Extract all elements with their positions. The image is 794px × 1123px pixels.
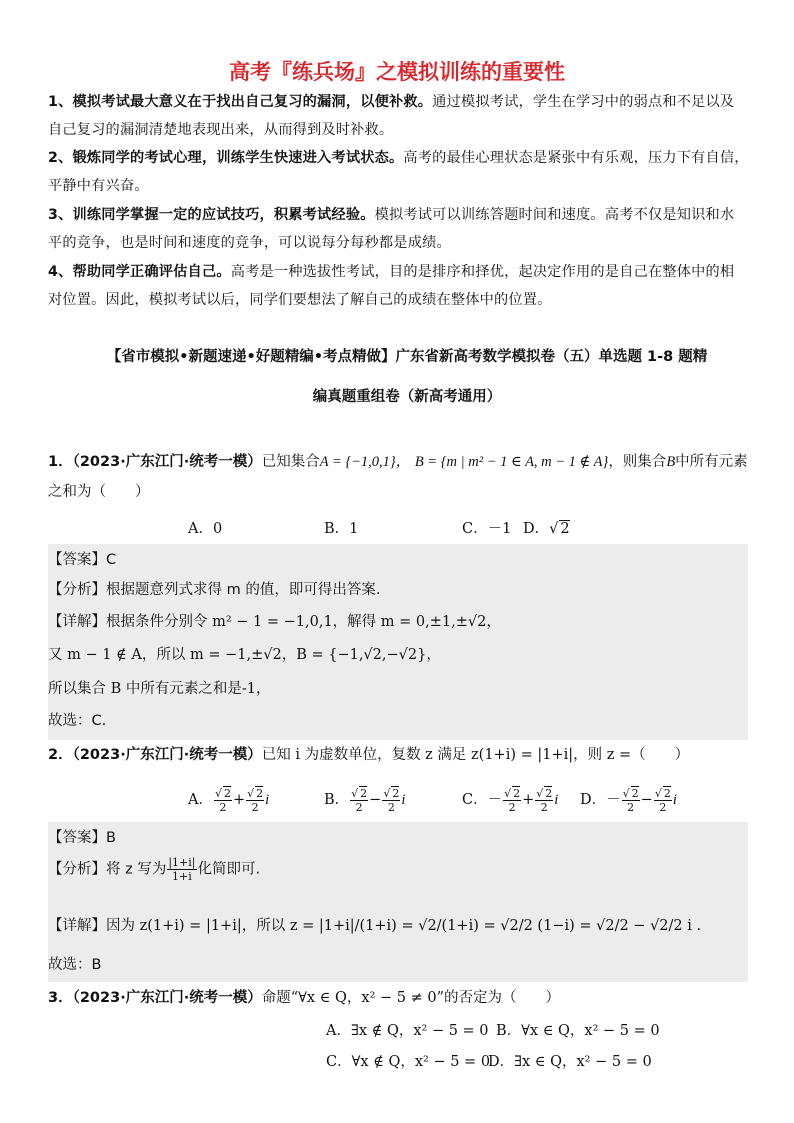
intro-point-4-text: 高考是一种选拔性考试，目的是排序和择优，起决定作用的是自己在整体中的相	[230, 264, 735, 280]
question-1-detail-line-3: 所以集合 B 中所有元素之和是-1，	[48, 681, 271, 697]
intro-point-1-bold: 1、模拟考试最大意义在于找出自己复习的漏洞，以便补救。	[48, 94, 433, 110]
intro-point-2-text-cont: 平静中有兴奋。	[48, 178, 149, 194]
intro-point-2	[48, 144, 753, 200]
question-1-detail-line-2: 又 m − 1 ∉ A，所以 m = −1,±√2，B = {−1,√2,−√2}，	[48, 647, 441, 663]
question-2-option-c-frac-1: $\frac{√ 2}{2}$	[504, 787, 521, 814]
intro-point-3-text-cont: 平的竞争，也是时间和速度的竞争，可以说每分每秒都是成绩。	[48, 235, 451, 251]
question-2-option-c-radicand-1: 2	[513, 787, 521, 800]
question-2-option-c-den-2: 2	[540, 801, 548, 814]
question-2-detail	[48, 914, 701, 935]
question-1-option-a: A．0	[188, 521, 223, 537]
question-2-option-d-den-1: 2	[627, 801, 635, 814]
question-1-analysis-label: 【分析】	[48, 582, 106, 598]
question-3-option-c: C．∀x ∉ Q，x² − 5 = 0	[326, 1054, 491, 1070]
question-2-option-a-radicand-2: 2	[256, 787, 264, 800]
question-2-option-b-frac-2: $\frac{√ 2}{2}$	[383, 787, 400, 814]
question-3-source: （2023·广东江门·统考一模）	[72, 990, 262, 1006]
intro-point-2-text: 高考的最佳心理状态是紧张中有乐观，压力下有自信，	[403, 150, 749, 166]
intro-point-4	[48, 258, 753, 314]
question-2-options	[0, 780, 794, 816]
section-heading-line-1: 【省市模拟•新题速递•好题精编•考点精做】广东省新高考数学模拟卷（五）单选题 1-8 题精	[106, 349, 708, 365]
question-2-option-a-den-2: 2	[251, 801, 259, 814]
question-3-option-a: A．∃x ∉ Q，x² − 5 = 0	[326, 1023, 489, 1039]
question-2-number: 2．	[48, 747, 73, 763]
question-2-option-a-label: A．	[188, 792, 213, 808]
question-2-analysis-text-b: 化简即可.	[197, 861, 261, 878]
question-2-option-c	[462, 786, 558, 814]
question-1-stem-text-b: ，则集合	[608, 454, 667, 470]
question-2-option-d-frac-1: $\frac{√ 2}{2}$	[622, 787, 639, 814]
question-3-stem-text: 命题“∀x ∈ Q，x² − 5 ≠ 0”的否定为（ ）	[261, 990, 560, 1006]
question-2-option-d-radicand-1: 2	[631, 787, 639, 800]
question-2-option-c-sign: +	[522, 792, 535, 808]
question-1-option-d: D．√ 2	[523, 521, 570, 537]
page-title: 高考『练兵场』之模拟训练的重要性	[229, 60, 565, 84]
question-2-analysis-den: 1+i	[172, 870, 192, 883]
question-2-option-b-radicand-1: 2	[360, 787, 368, 800]
question-2-option-a-sign: +	[233, 792, 246, 808]
question-2-stem	[48, 740, 753, 770]
question-1-analysis-text: 根据题意列式求得 m 的值，即可得出答案.	[106, 582, 381, 598]
question-2-answer: 【答案】B	[48, 830, 116, 846]
question-2-option-a-frac-2: $\frac{√ 2}{2}$	[247, 787, 264, 814]
question-3-option-b: B．∀x ∈ Q，x² − 5 = 0	[496, 1023, 660, 1039]
question-2-option-b-sign: −	[369, 792, 382, 808]
question-2-choice: 故选：B	[48, 957, 102, 973]
intro-point-1-text: 通过模拟考试，学生在学习中的弱点和不足以及	[432, 94, 735, 110]
question-2-analysis-label: 【分析】	[48, 861, 106, 878]
question-2-analysis-frac	[167, 856, 196, 883]
question-3-option-d: D．∃x ∈ Q，x² − 5 = 0	[488, 1054, 652, 1070]
question-1-detail-label: 【详解】	[48, 614, 106, 630]
question-2-detail-text: 因为 z(1+i) = |1+i|，所以 z = |1+i|/(1+i) = √2/(1+i) = √2/2 (1−i) = √2/2 − √2/2 i .	[106, 918, 702, 934]
question-1-stem-text-d: 之和为（ ）	[48, 484, 150, 500]
question-2-option-b-frac-1: $\frac{√ 2}{2}$	[351, 787, 368, 814]
question-2-option-c-i: i	[554, 792, 559, 808]
question-2-option-c-den-1: 2	[508, 801, 516, 814]
question-1-set-a: A = {−1,0,1}，	[319, 454, 411, 470]
question-2-option-b-label: B．	[324, 792, 350, 808]
question-1-detail-line-1: 根据条件分别令 m² − 1 = −1,0,1，解得 m = 0,±1,±√2，	[106, 614, 501, 630]
question-1-detail	[48, 610, 501, 631]
intro-point-3-text: 模拟考试可以训练答题时间和速度。高考不仅是知识和水	[374, 207, 735, 223]
question-1-option-d-label: D．	[523, 521, 550, 537]
intro-point-4-bold: 4、帮助同学正确评估自己。	[48, 264, 231, 280]
question-1-option-d-radicand: 2	[560, 521, 570, 537]
question-1-choice: 故选：C.	[48, 713, 107, 729]
question-1-stem-text-c: 中所有元素	[675, 454, 748, 470]
question-2-option-c-radicand-2: 2	[545, 787, 553, 800]
section-heading-line-2: 编真题重组卷（新高考通用）	[312, 389, 502, 405]
question-2-option-d-den-2: 2	[659, 801, 667, 814]
question-2-option-d	[580, 786, 677, 814]
question-1-var-b: B	[666, 454, 676, 470]
question-2-option-d-i: i	[672, 792, 677, 808]
intro-point-1	[48, 88, 753, 144]
intro-point-3-bold: 3、训练同学掌握一定的应试技巧，积累考试经验。	[48, 207, 375, 223]
question-2-option-a	[188, 786, 269, 814]
question-2-option-d-radicand-2: 2	[663, 787, 671, 800]
question-2-detail-label: 【详解】	[48, 918, 106, 934]
question-3-stem	[48, 983, 753, 1013]
question-3-options-row-1	[0, 1019, 794, 1041]
question-2-analysis-num: |1+i|	[168, 856, 196, 869]
question-2-option-b-radicand-2: 2	[392, 787, 400, 800]
intro-point-2-bold: 2、锻炼同学的考试心理，训练学生快速进入考试状态。	[48, 150, 404, 166]
question-1-answer: 【答案】C	[48, 552, 117, 568]
question-1-stem	[48, 447, 753, 507]
question-1-option-c: C．－1	[462, 521, 512, 537]
question-1-analysis	[48, 578, 380, 599]
question-1-solution	[48, 544, 748, 740]
question-1-number: 1．	[48, 454, 73, 470]
question-2-option-b	[324, 786, 405, 814]
intro-point-3	[48, 201, 753, 257]
question-2-analysis	[48, 856, 260, 883]
question-1-options	[0, 517, 794, 539]
question-2-option-d-label: D．－	[580, 792, 621, 808]
intro-point-4-text-cont: 对位置。因此，模拟考试以后，同学们要想法了解自己的成绩在整体中的位置。	[48, 292, 552, 308]
question-3-number: 3．	[48, 990, 73, 1006]
question-2-option-b-i: i	[401, 792, 406, 808]
question-2-option-a-den-1: 2	[219, 801, 227, 814]
question-1-source: （2023·广东江门·统考一模）	[72, 454, 262, 470]
question-2-option-a-i: i	[265, 792, 270, 808]
question-1-stem-text: 已知集合	[261, 454, 320, 470]
question-2-source: （2023·广东江门·统考一模）	[72, 747, 262, 763]
question-2-solution	[48, 822, 748, 982]
question-3-options-row-2	[0, 1050, 794, 1072]
question-1-option-b: B．1	[324, 521, 359, 537]
question-2-option-a-radicand-1: 2	[224, 787, 231, 800]
question-2-stem-text: 已知 i 为虚数单位，复数 z 满足 z(1+i) = |1+i|，则 z =（ ）	[261, 747, 690, 763]
question-2-option-b-den-2: 2	[387, 801, 395, 814]
question-2-option-d-sign: −	[640, 792, 653, 808]
question-1-set-b: B = {m | m² − 1 ∈ A, m − 1 ∉ A}	[414, 454, 609, 470]
question-2-option-c-frac-2: $\frac{√ 2}{2}$	[536, 787, 553, 814]
question-2-analysis-text-a: 将 z 写为	[106, 861, 167, 878]
question-2-option-a-frac-1: $\frac{√ 2}{2}$	[214, 787, 231, 814]
question-2-option-b-den-1: 2	[355, 801, 363, 814]
intro-point-1-text-cont: 自己复习的漏洞清楚地表现出来，从而得到及时补救。	[48, 122, 394, 138]
question-2-option-d-frac-2: $\frac{√ 2}{2}$	[654, 787, 671, 814]
question-2-option-c-label: C．－	[462, 792, 503, 808]
